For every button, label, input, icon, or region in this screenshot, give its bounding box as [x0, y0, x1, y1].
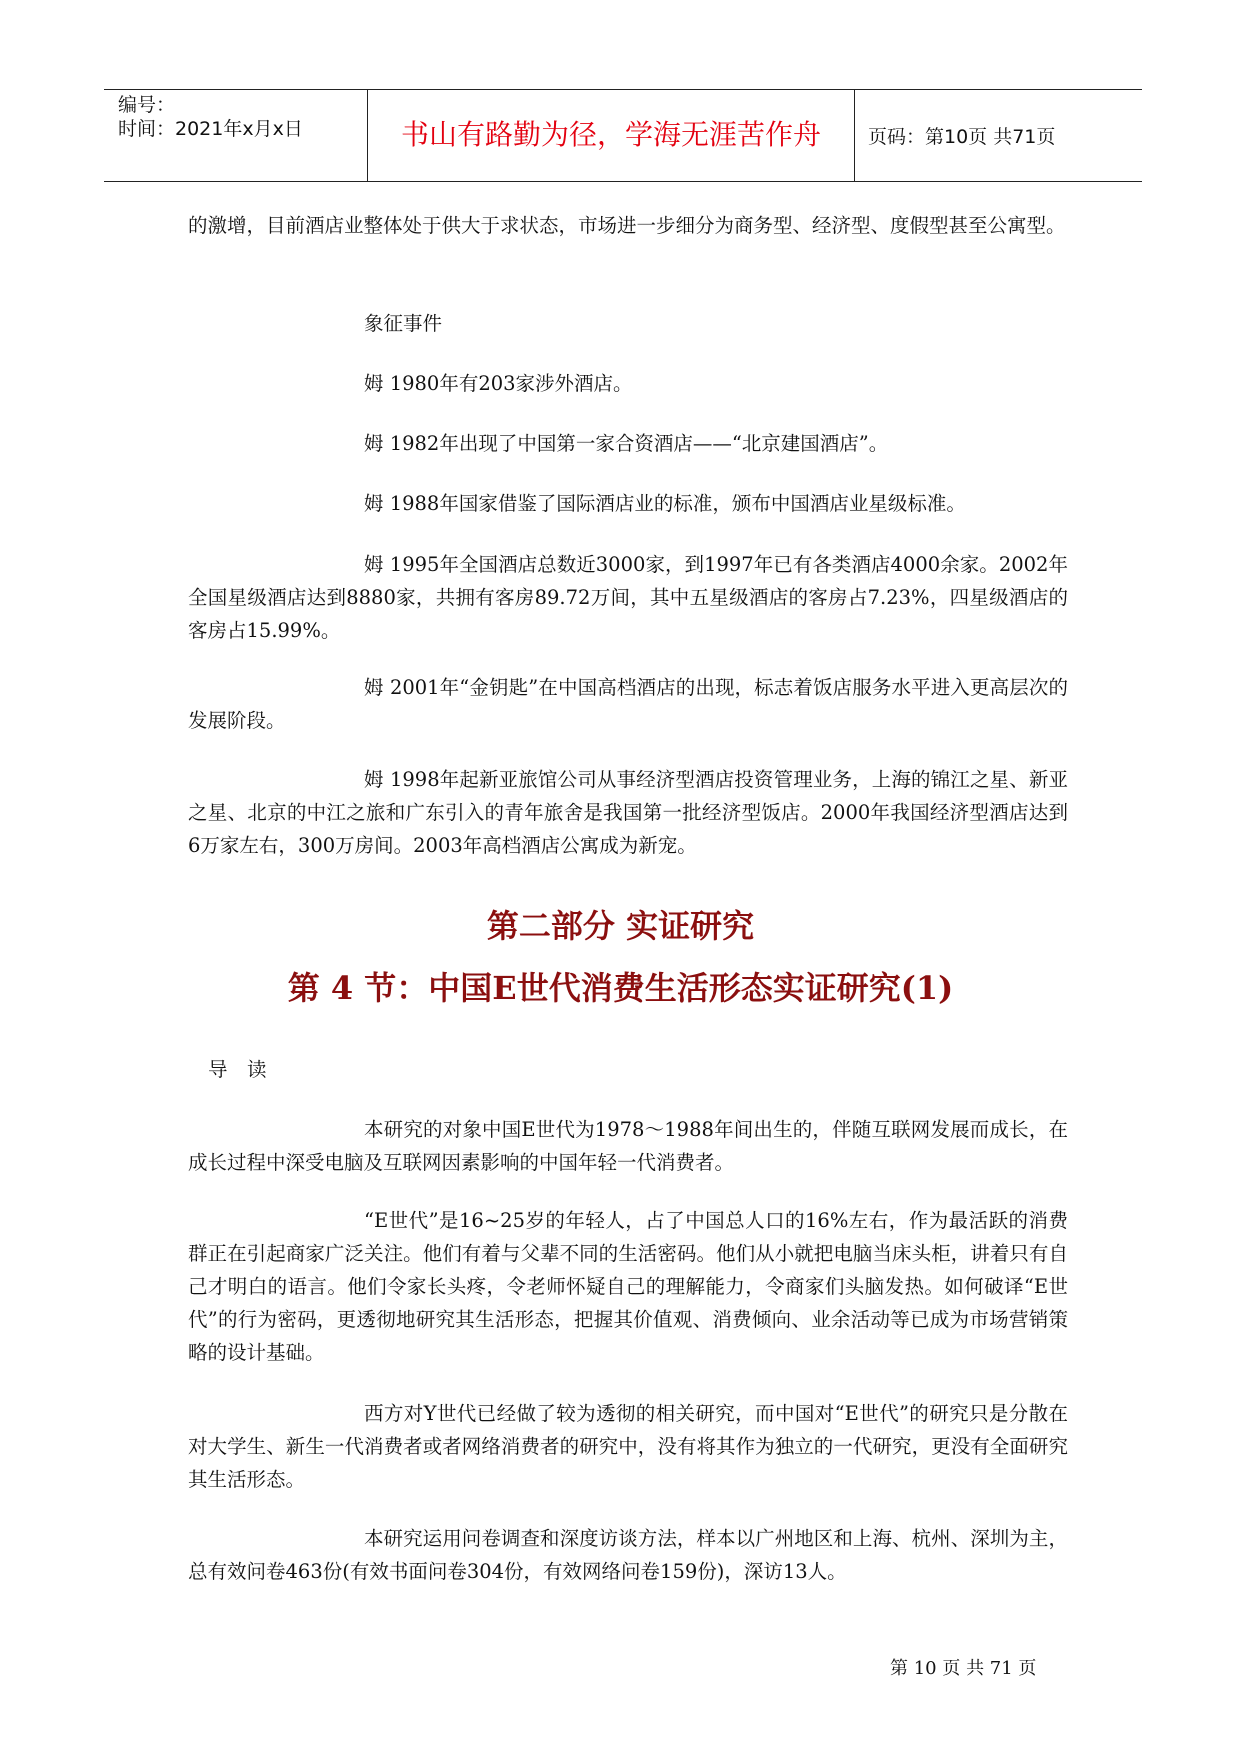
part-heading: 第二部分 实证研究: [486, 907, 755, 945]
header-left-cell: [104, 90, 367, 181]
intro-label: 导 读: [208, 1058, 267, 1081]
event-1995: 姆 1995年全国酒店总数近3000家，到1997年已有各类酒店4000余家。2002年全国星级酒店达到8880家，共拥有客房89.72万间，其中五星级酒店的客房占7.23%，四星级酒店的客房占15.99%。: [188, 553, 1068, 642]
slogan: 书山有路勤为径，学海无涯苦作舟: [400, 118, 821, 151]
header-right-cell: [854, 90, 1142, 181]
section-heading: 第 4 节：中国E世代消费生活形态实证研究(1): [287, 969, 954, 1007]
event-1988: 姆 1988年国家借鉴了国际酒店业的标准，颁布中国酒店业星级标准。: [364, 492, 966, 515]
event-1998: 姆 1998年起新亚旅馆公司从事经济型酒店投资管理业务，上海的锦江之星、新亚之星、北京的中江之旅和广东引入的青年旅舍是我国第一批经济型饭店。2000年我国经济型酒店达到6万家左右，300万房间。2003年高档酒店公寓成为新宠。: [188, 768, 1068, 857]
page-info: 页码：第10页 共71页: [868, 126, 1056, 148]
time-label: 时间：2021年x月x日: [118, 118, 303, 140]
paragraph-y-generation: 西方对Y世代已经做了较为透彻的相关研究，而中国对“E世代”的研究只是分散在对大学生、新生一代消费者或者网络消费者的研究中，没有将其作为独立的一代研究，更没有全面研究其生活形态。: [188, 1402, 1068, 1491]
paragraph-symbolic-events: 象征事件: [364, 312, 443, 335]
number-label: 编号：: [118, 94, 176, 116]
paragraph-e-generation: “E世代”是16~25岁的年轻人，占了中国总人口的16%左右，作为最活跃的消费群正在引起商家广泛关注。他们有着与父辈不同的生活密码。他们从小就把电脑当床头柜，讲着只有自己才明白的语言。他们令家长头疼，令老师怀疑自己的理解能力，令商家们头脑发热。如何破译“E世代”的行为密码，更透彻地研究其生活形态，把握其价值观、消费倾向、业余活动等已成为市场营销策略的设计基础。: [188, 1209, 1068, 1364]
event-1982: 姆 1982年出现了中国第一家合资酒店——“北京建国酒店”。: [364, 432, 889, 455]
header-center-cell: [367, 90, 855, 181]
event-2001: 姆 2001年“金钥匙”在中国高档酒店的出现，标志着饭店服务水平进入更高层次的发展阶段。: [188, 676, 1068, 732]
paragraph-1: 的激增，目前酒店业整体处于供大于求状态，市场进一步细分为商务型、经济型、度假型甚至公寓型。: [188, 214, 1066, 237]
paragraph-methodology: 本研究运用问卷调查和深度访谈方法，样本以广州地区和上海、杭州、深圳为主，总有效问卷463份(有效书面问卷304份，有效网络问卷159份)，深访13人。: [188, 1527, 1068, 1583]
header-table: [104, 89, 1142, 182]
paragraph-intro: 本研究的对象中国E世代为1978～1988年间出生的，伴随互联网发展而成长，在成长过程中深受电脑及互联网因素影响的中国年轻一代消费者。: [188, 1118, 1068, 1174]
event-1980: 姆 1980年有203家涉外酒店。: [364, 372, 633, 395]
page-footer: 第 10 页 共 71 页: [890, 1658, 1037, 1679]
